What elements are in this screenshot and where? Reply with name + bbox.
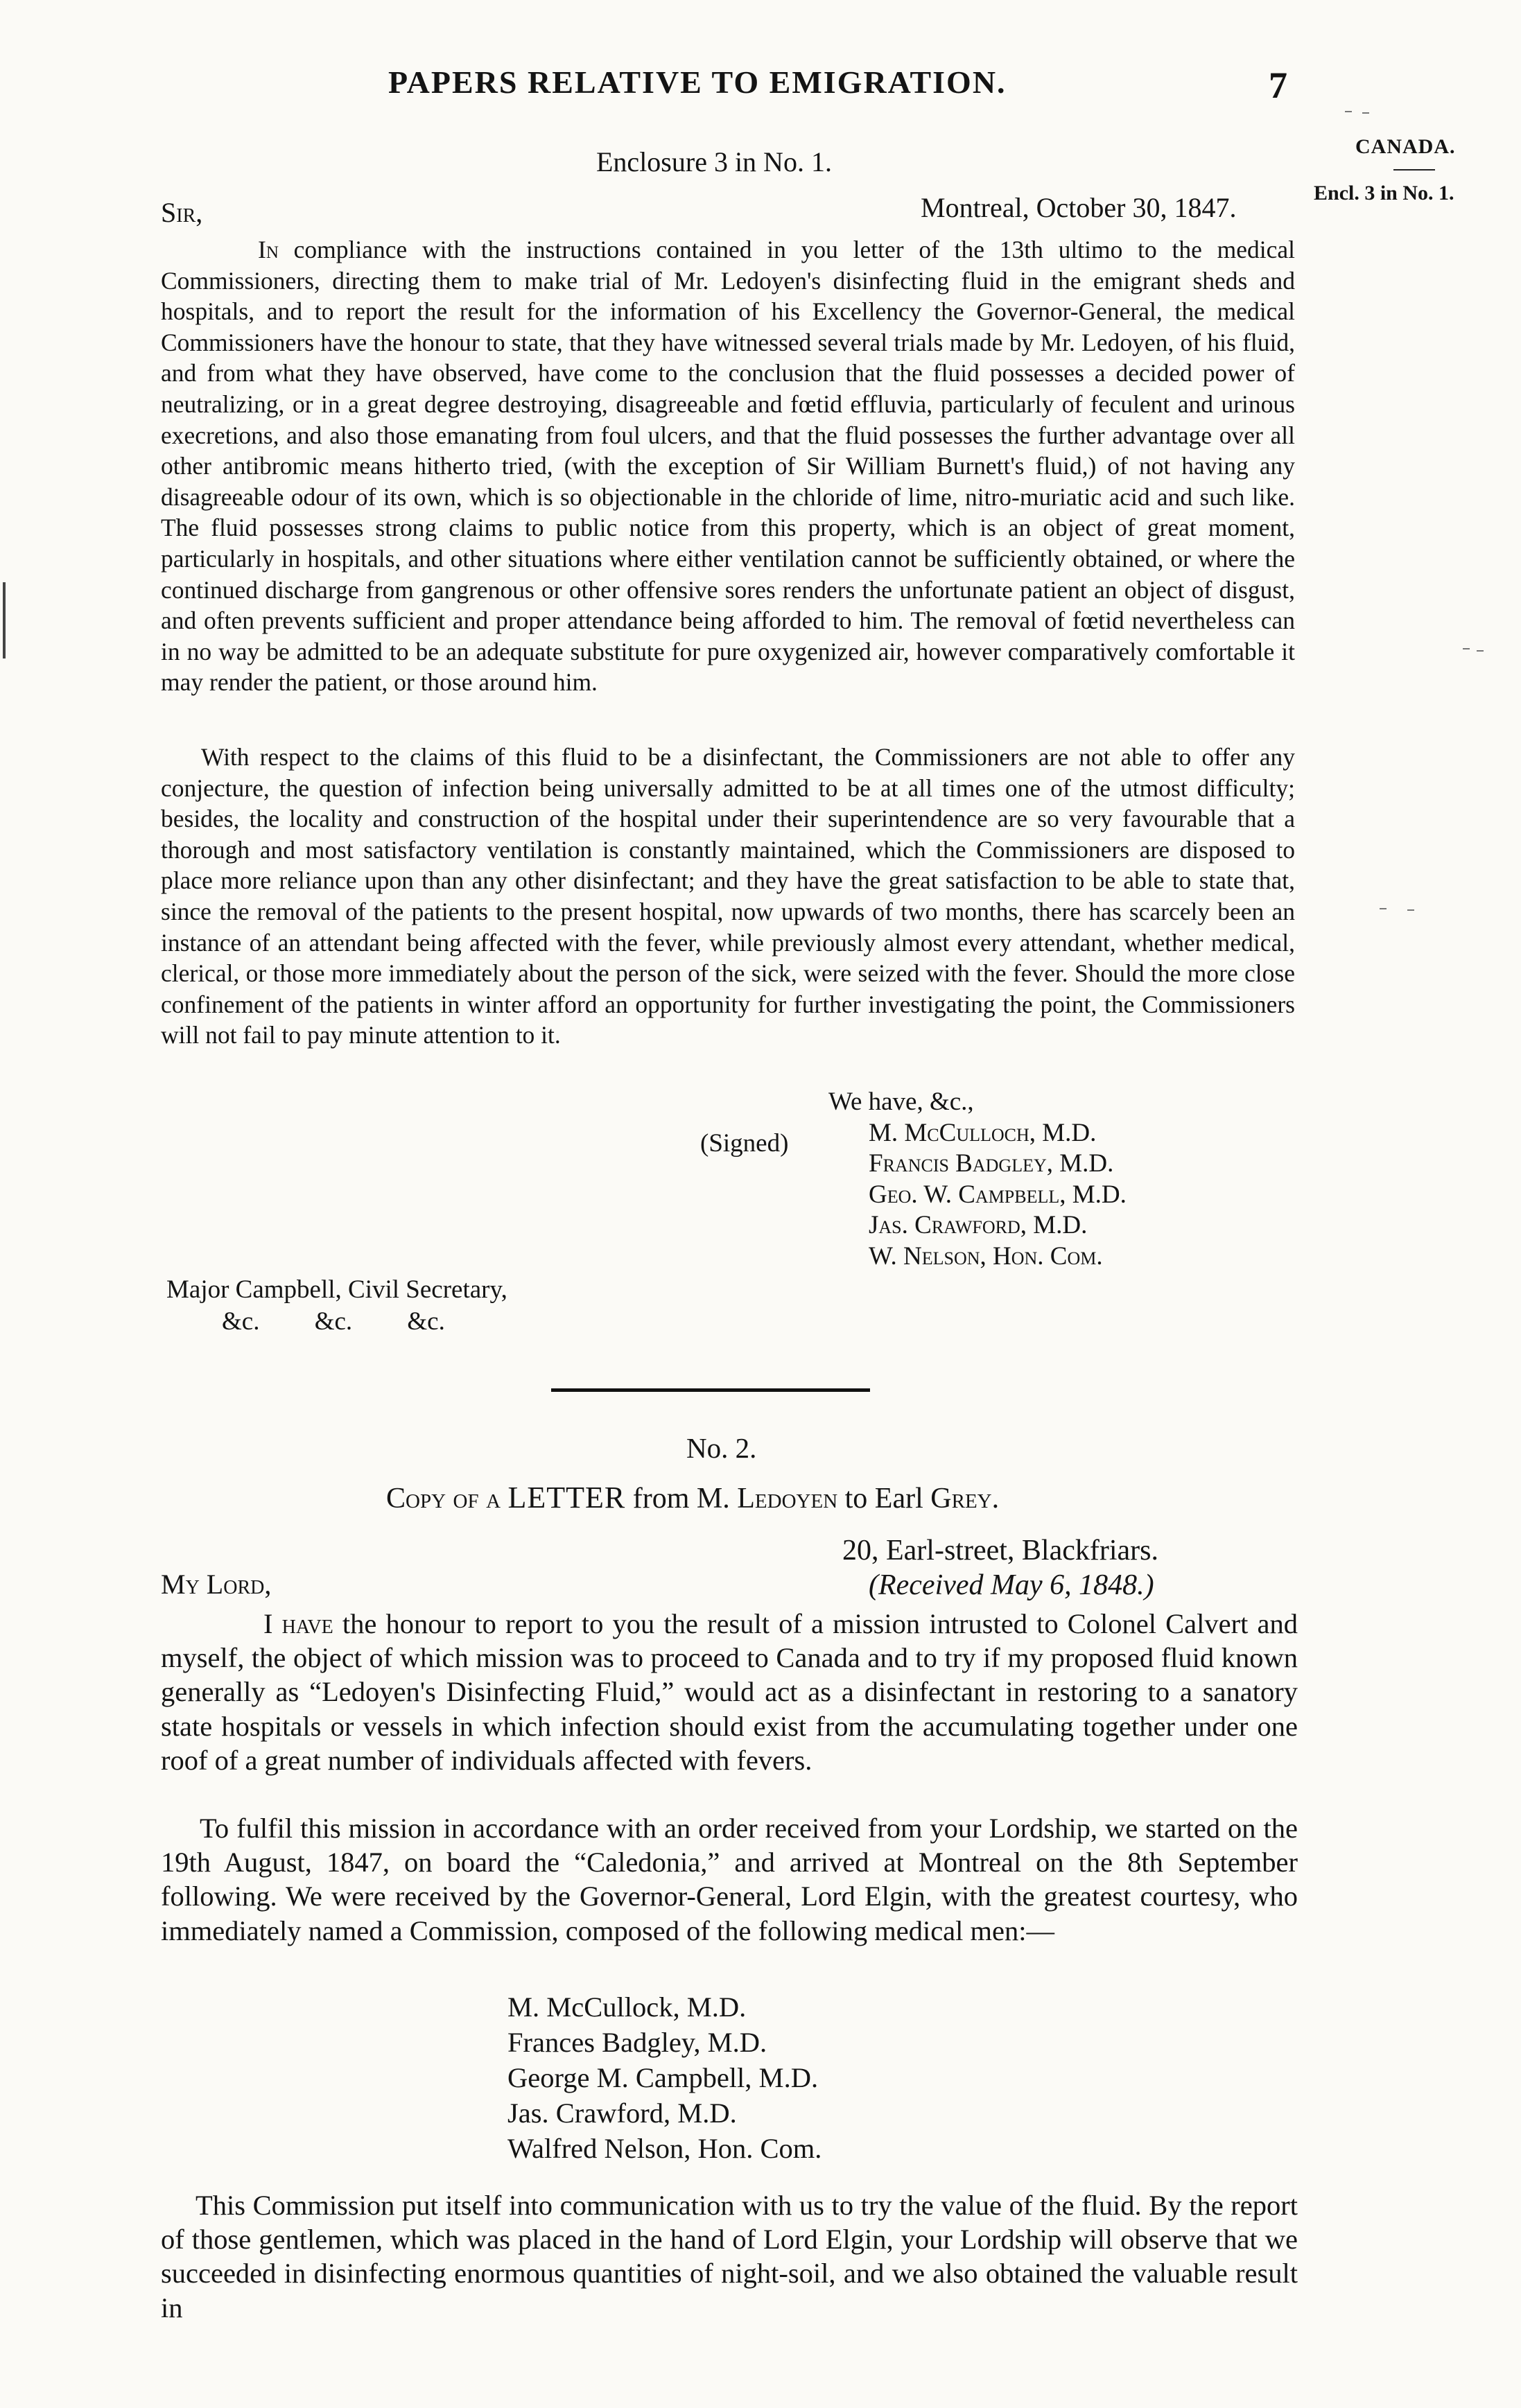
signatory: Jas. Crawford, M.D.	[869, 1211, 1088, 1239]
commission-member: George M. Campbell, M.D.	[507, 2062, 819, 2093]
commission-member: Walfred Nelson, Hon. Com.	[507, 2133, 822, 2164]
bleed-mark	[1463, 648, 1470, 649]
letter-title-part: to Earl	[837, 1483, 931, 1515]
letter-paragraph-1	[161, 1607, 1298, 1777]
enclosure-title: Enclosure 3 in No. 1.	[596, 146, 832, 177]
signed-label: (Signed)	[700, 1129, 789, 1158]
paragraph-initial-words: I have	[263, 1608, 333, 1639]
letter-title	[386, 1480, 999, 1515]
commission-member: Frances Badgley, M.D.	[507, 2027, 767, 2058]
letter-paragraph-2: To fulfil this mission in accordance with an order received from your Lordship, we started on the 19th August, 1847, on board the “Caledonia,” and arrived at Montreal on the 8th September following. We were received by the Governor-General, Lord Elgin, with the greatest courtesy, who immediately named a Commission, composed of the following medical men:—	[161, 1813, 1298, 1946]
letter-received-date: (Received May 6, 1848.)	[869, 1569, 1154, 1601]
signatory: Francis Badgley, M.D.	[869, 1149, 1114, 1178]
enclosure-paragraph-2: With respect to the claims of this fluid to be a disinfectant, the Commissioners are not able to offer any conjecture, the question of infection being universally admitted to be at all times one of the utmost difficulty; besides, the locality and construction of the hospital under their superintendence are so very favourable that a thorough and most satisfactory ventilation is constantly maintained, which the Commissioners are disposed to place more reliance upon than any other disinfectant; and they have the great satisfaction to be able to state that, since the removal of the patients to the present hospital, now upwards of two months, there has scarcely been an instance of an attendant being affected with the fever, while previously almost every attendant, whether medical, clerical, or those more immediately about the person of the sick, were seized with the fever. Should the more close confinement of the patients in winter afford an opportunity for further investigating the point, the Commissioners will not fail to pay minute attention to it.	[161, 743, 1295, 1049]
letter-title-part: LETTER	[507, 1481, 626, 1515]
letter-paragraph-3: This Commission put itself into communication with us to try the value of the fluid. By the report of those gentlemen, which was placed in the hand of Lord Elgin, your Lordship will observe that we succeeded in disinfecting enormous quantities of night-soil, and we also obtained the valuable result in	[161, 2190, 1298, 2323]
signatory: W. Nelson, Hon. Com.	[869, 1241, 1103, 1271]
bleed-mark	[1380, 908, 1387, 909]
enclosure-salutation: Sir,	[161, 197, 203, 228]
page-header-title: PAPERS RELATIVE TO EMIGRATION.	[388, 64, 1007, 100]
bleed-mark	[1407, 909, 1414, 911]
paragraph-body: the honour to report to you the result of a mission intrusted to Colonel Calvert and myself, the object of which mission was to proceed to Canada and to try if my proposed fluid known generally as “Ledoyen's Disinfecting Fluid,” would act as a disinfectant in restoring to a sanatory state hospitals or vessels in which infection should exist from the accumulating together under one roof of a great number of individuals affected with fevers.	[161, 1608, 1298, 1776]
letter-title-part: Grey.	[930, 1483, 1000, 1515]
bleed-mark	[1345, 111, 1352, 112]
commission-member: Jas. Crawford, M.D.	[507, 2097, 737, 2129]
closing-line: We have, &c.,	[828, 1088, 974, 1116]
margin-note-enclosure: Encl. 3 in No. 1.	[1314, 182, 1454, 204]
addressee-block	[166, 1274, 507, 1338]
page-fold-mark	[3, 582, 6, 658]
commission-member-list	[507, 1989, 822, 2166]
addressee-etc: &c. &c. &c.	[222, 1307, 445, 1336]
signatory: Geo. W. Campbell, M.D.	[869, 1180, 1127, 1209]
section-divider	[551, 1388, 870, 1392]
letter-title-part: Ledoyen	[737, 1483, 838, 1515]
letter-address: 20, Earl-street, Blackfriars.	[842, 1535, 1158, 1567]
margin-rule	[1393, 169, 1435, 171]
letter-salutation: My Lord,	[161, 1569, 272, 1600]
letter-title-part: from M.	[625, 1483, 738, 1515]
addressee-line: Major Campbell, Civil Secretary,	[166, 1275, 507, 1304]
enclosure-date-line: Montreal, October 30, 1847.	[921, 192, 1237, 223]
signatory: M. McCulloch, M.D.	[869, 1118, 1097, 1147]
page-number: 7	[1269, 64, 1287, 106]
bleed-mark	[1477, 650, 1484, 652]
section-number-title: No. 2.	[686, 1432, 757, 1464]
letter-address-block	[842, 1533, 1158, 1603]
commission-member: M. McCullock, M.D.	[507, 1991, 747, 2023]
bleed-mark	[1362, 112, 1369, 114]
signature-block	[828, 1087, 1127, 1272]
margin-note-canada: CANADA.	[1355, 135, 1456, 158]
paragraph-initial-words: In	[258, 236, 279, 263]
enclosure-paragraph-1	[161, 234, 1295, 698]
letter-title-part: Copy of a	[386, 1483, 508, 1515]
paragraph-body: compliance with the instructions contained in you letter of the 13th ultimo to the medical Commissioners, directing them to make trial of Mr. Ledoyen's disinfecting fluid in the emigrant sheds and hospitals, and to report the result for the information of his Excellency the Governor-General, the medical Commissioners have the honour to state, that they have witnessed several trials made by Mr. Ledoyen, of his fluid, and from what they have observed, have come to the conclusion that the fluid possesses a decided power of neutralizing, or in a great degree destroying, disagreeable and fœtid effluvia, particularly of feculent and urinous execretions, and also those emanating from foul ulcers, and that the fluid possesses the further advantage over all other antibromic means hitherto tried, (with the exception of Sir William Burnett's fluid,) of not having any disagreeable odour of its own, which is so objectionable in the chloride of lime, nitro-muriatic acid and such like. The fluid possesses strong claims to public notice from this property, which is an object of great moment, particularly in hospitals, and other situations where either ventilation cannot be sufficiently obtained, or where the continued discharge from gangrenous or other offensive sores renders the unfortunate patient an object of disgust, and often prevents sufficient and proper attendance being afforded to him. The removal of fœtid nevertheless can in no way be admitted to be an adequate substitute for pure oxygenized air, however comparatively comfortable it may render the patient, or those around him.	[161, 236, 1295, 697]
